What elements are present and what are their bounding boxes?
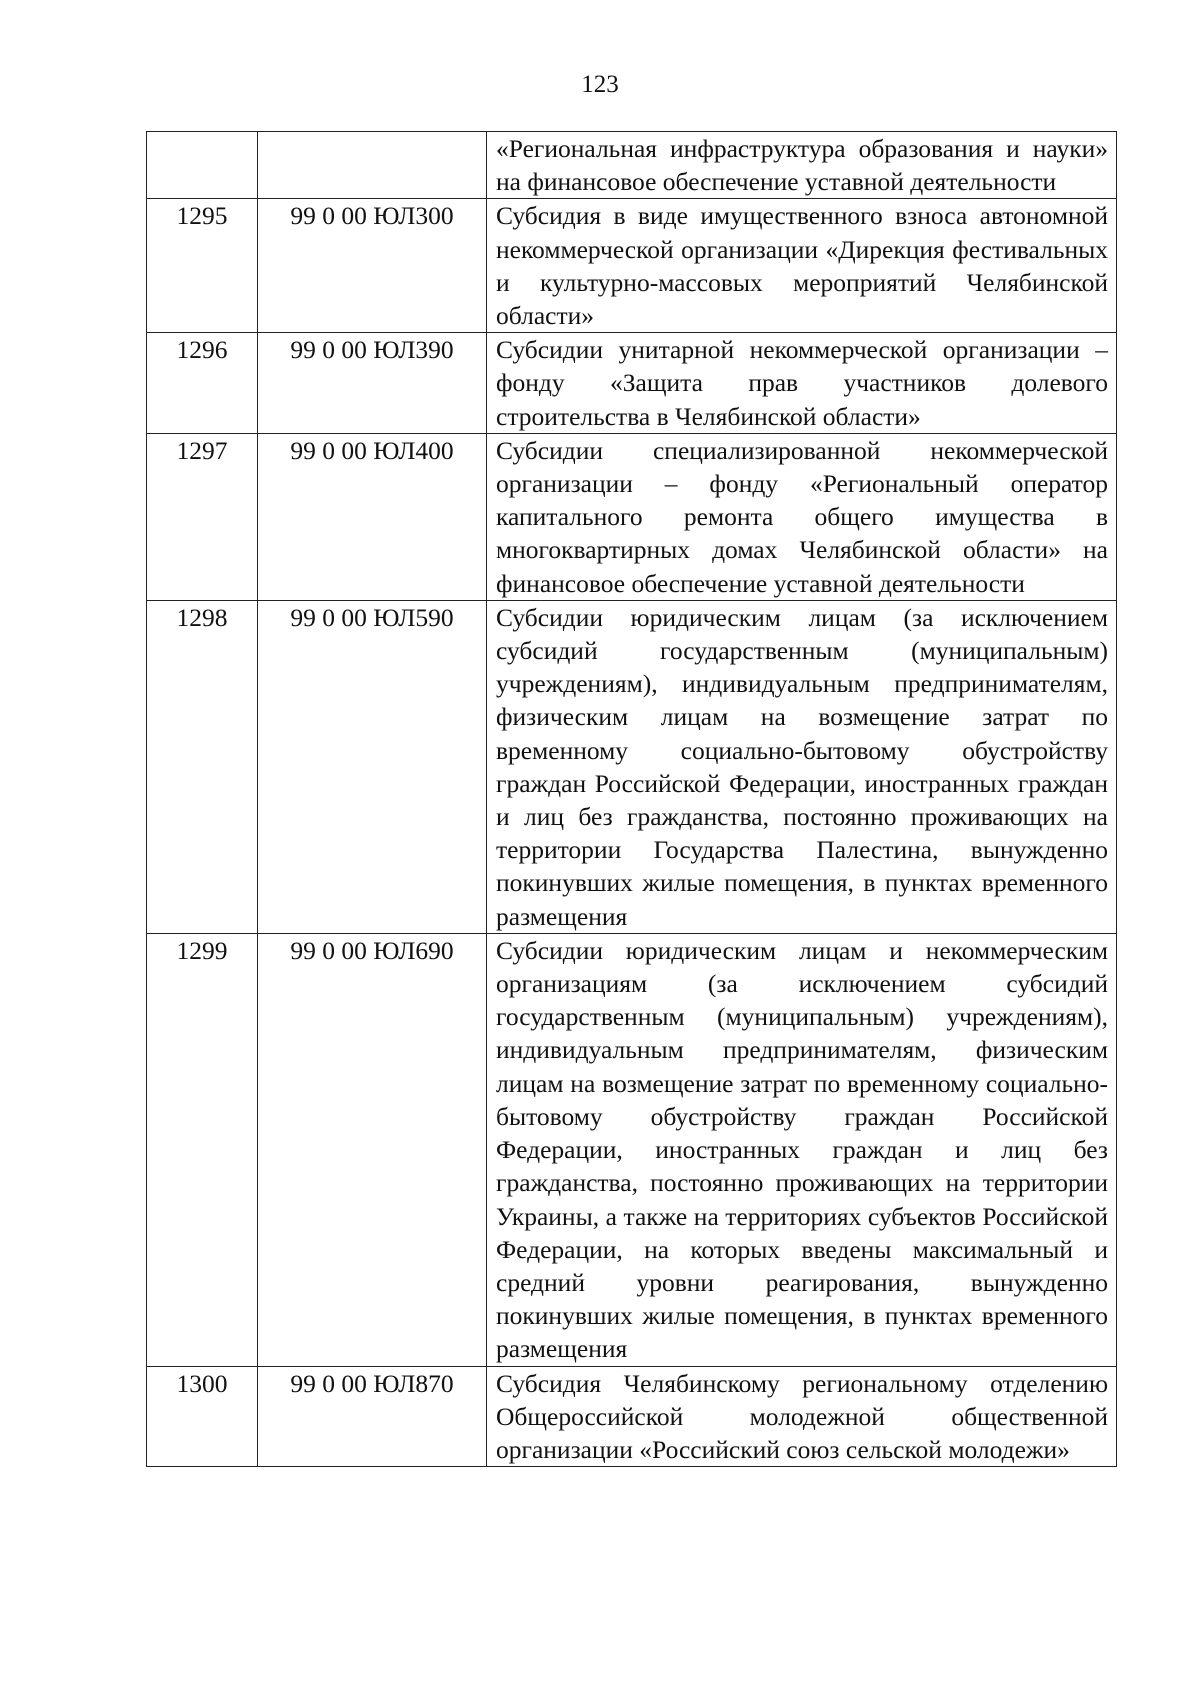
table-row: [147, 333, 1117, 434]
description-text: Субсидия Челябинскому региональному отделению Общероссийской молодежной общественной организации «Российский союз сельской молодежи»: [496, 1368, 1108, 1464]
budget-code: 99 0 00 ЮЛ400: [258, 433, 487, 600]
row-number: [147, 132, 258, 199]
row-description: [487, 199, 1117, 333]
budget-code: 99 0 00 ЮЛ690: [258, 933, 487, 1366]
row-number: 1300: [147, 1366, 258, 1467]
row-number: 1295: [147, 199, 258, 333]
table-row: [147, 933, 1117, 1366]
table-row: [147, 199, 1117, 333]
description-text: Субсидии юридическим лицам и некоммерческим организациям (за исключением субсидий государственным (муниципальным) учреждениям), индивидуальным предпринимателям, физическим лицам на возмещение затрат по временному социально-бытовому обустройству граждан Российской Федерации, иностранных граждан и лиц без гражданства, постоянно проживающих на территории Украины, а также на территориях субъектов Российской Федерации, на которых введены максимальный и средний уровни реагирования, вынужденно покинувших жилые помещения, в пунктах временного размещения: [496, 935, 1108, 1364]
row-description: [487, 333, 1117, 434]
description-text: «Региональная инфраструктура образования и науки» на финансовое обеспечение уставной деятельности: [496, 134, 1108, 197]
table-row: [147, 433, 1117, 600]
budget-code: 99 0 00 ЮЛ300: [258, 199, 487, 333]
budget-code: [258, 132, 487, 199]
row-description: [487, 1366, 1117, 1467]
description-text: Субсидии унитарной некоммерческой организации – фонду «Защита прав участников долевого строительства в Челябинской области»: [496, 335, 1108, 431]
row-description: [487, 132, 1117, 199]
budget-code: 99 0 00 ЮЛ390: [258, 333, 487, 434]
row-number: 1296: [147, 333, 258, 434]
row-number: 1297: [147, 433, 258, 600]
table-row: [147, 1366, 1117, 1467]
row-description: [487, 933, 1117, 1366]
row-number: 1298: [147, 600, 258, 933]
table-row: [147, 132, 1117, 199]
description-text: Субсидии специализированной некоммерческой организации – фонду «Региональный оператор капитального ремонта общего имущества в многоквартирных домах Челябинской области» на финансовое обеспечение уставной деятельности: [496, 435, 1108, 598]
table-row: [147, 600, 1117, 933]
row-number: 1299: [147, 933, 258, 1366]
budget-code: 99 0 00 ЮЛ590: [258, 600, 487, 933]
budget-code: 99 0 00 ЮЛ870: [258, 1366, 487, 1467]
row-description: [487, 600, 1117, 933]
description-text: Субсидии юридическим лицам (за исключением субсидий государственным (муниципальным) учреждениям), индивидуальным предпринимателям, физическим лицам на возмещение затрат по временному социально-бытовому обустройству граждан Российской Федерации, иностранных граждан и лиц без гражданства, постоянно проживающих на территории Государства Палестина, вынужденно покинувших жилые помещения, в пунктах временного размещения: [496, 602, 1108, 931]
budget-code-table: [146, 131, 1117, 1467]
row-description: [487, 433, 1117, 600]
description-text: Субсидия в виде имущественного взноса автономной некоммерческой организации «Дирекция фестивальных и культурно-массовых мероприятий Челябинской области»: [496, 201, 1108, 331]
page-number: 123: [581, 71, 619, 98]
